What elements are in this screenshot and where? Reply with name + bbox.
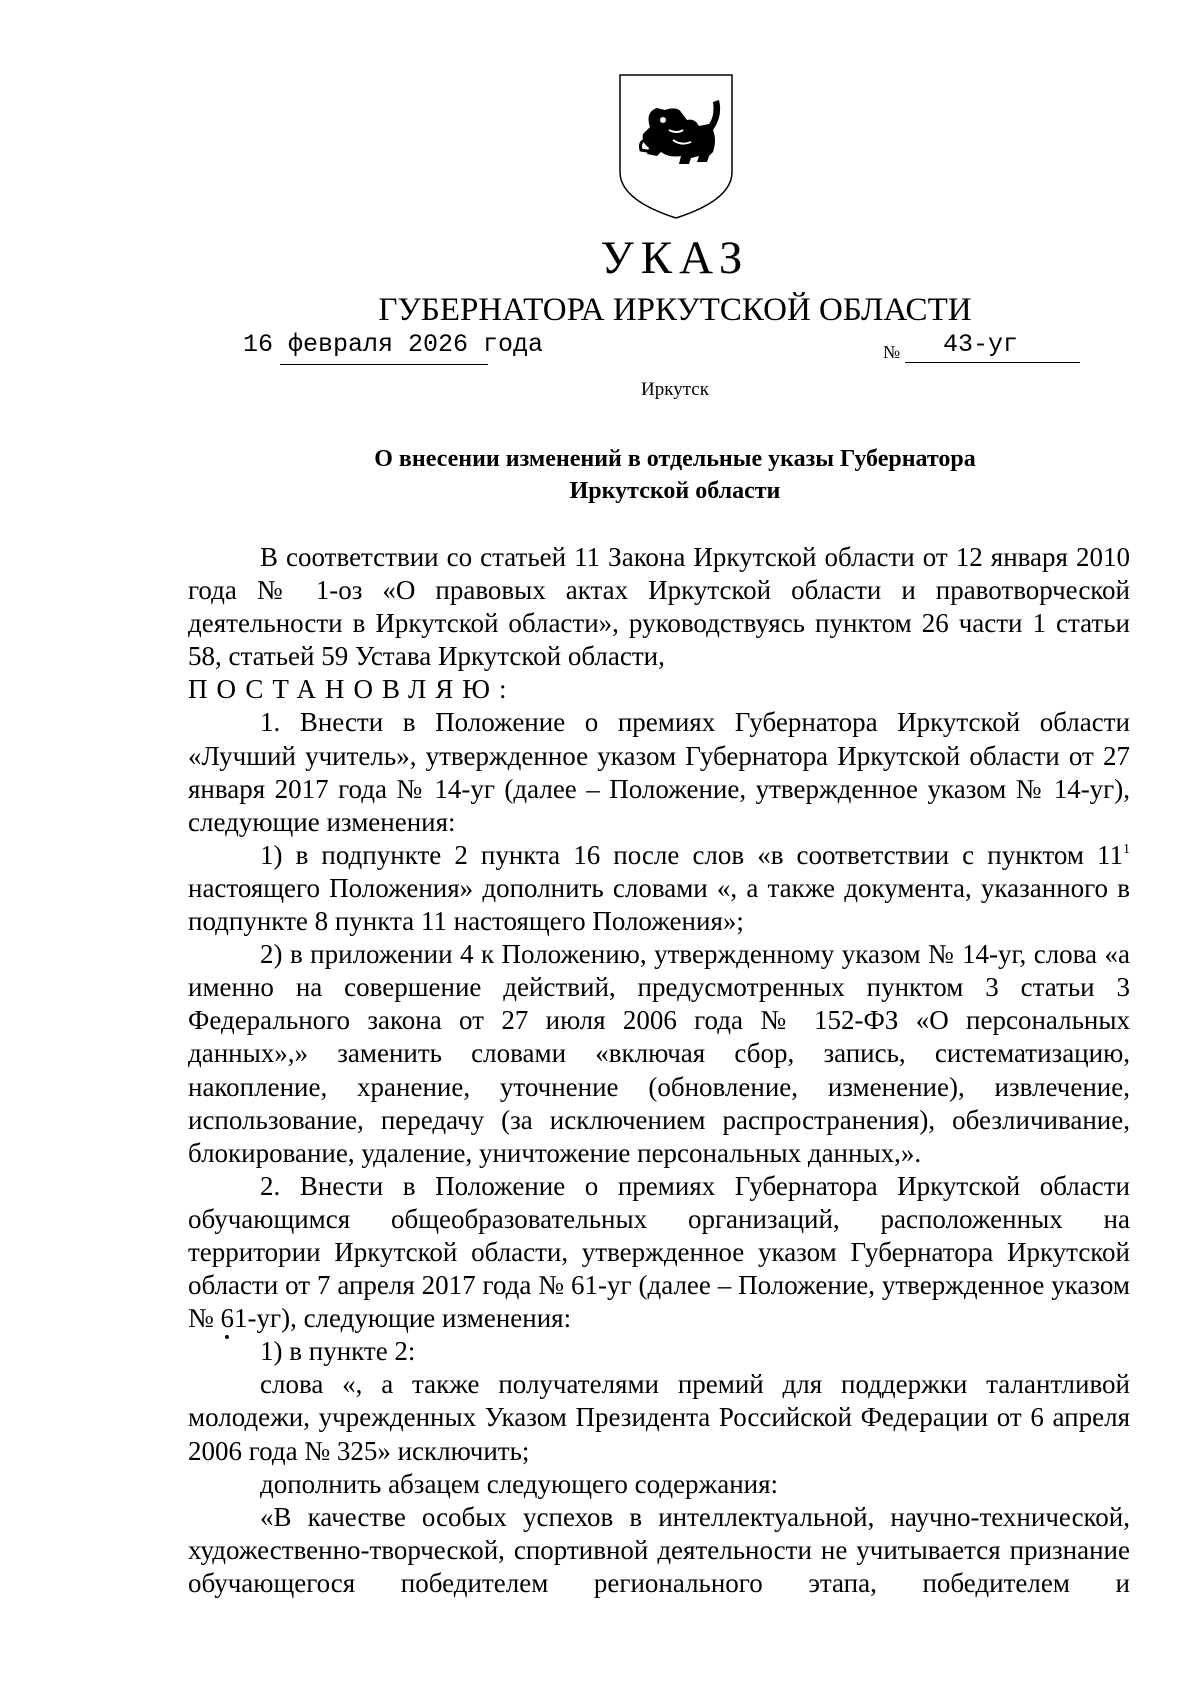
date-underline [280,364,488,365]
paragraph-item-1-1-part-b: настоящего Положения» дополнить словами «, а также документа, указанного в подпункте 8 пункта 11 настоящего Положения»; [188,872,1130,937]
paragraph-decree: ПОСТАНОВЛЯЮ: [188,674,516,705]
paragraph-item-2-1: 1) в пункте 2: [260,1336,416,1367]
number-underline [905,362,1080,363]
paragraph-item-1-1-part-a: 1) в подпункте 2 пункта 16 после слов «в соответствии с пунктом 11 [260,839,1123,870]
paragraph-item-1-1 [188,839,1130,938]
paragraph-item-2-1-c: «В качестве особых успехов в интеллектуальной, научно-технической, художественно-творческой, спортивной деятельности не учитывается признание обучающегося победителем регионального этапа, победителем и [188,1501,1130,1598]
paragraph-item-2-1-a: слова «, а также получателями премий для поддержки талантливой молодежи, учрежденных Указом Президента Российской Федерации от 6 апреля 2006 года № 325» исключить; [188,1369,1130,1466]
superscript: 1 [1123,841,1130,857]
heading-line-2: Иркутской области [569,478,781,504]
document-heading [0,443,1200,507]
document-city: Иркутск [641,379,709,400]
heading-line-1: О внесении изменений в отдельные указы Губернатора [374,446,976,472]
document-body [188,541,1130,1600]
document-title: УКАЗ [600,232,750,284]
paragraph-item-1-2: 2) в приложении 4 к Положению, утвержденному указом № 14-уг, слова «а именно на совершение действий, предусмотренных пунктом 3 статьи 3 Федерального закона от 27 июля 2006 года № 152-ФЗ «О персональных данных»,» заменить словами «включая сбор, запись, систематизацию, накопление, хранение, уточнение (обновление, изменение), извлечение, использование, передачу (за исключением распространения), обезличивание, блокирование, удаление, уничтожение персональных данных,». [188,939,1130,1168]
paragraph-preamble: В соответствии со статьей 11 Закона Иркутской области от 12 января 2010 года № 1-оз «О правовых актах Иркутской области и правотворческой деятельности в Иркутской области», руководствуясь пунктом 26 части 1 статьи 58, статьей 59 Устава Иркутской области, [188,542,1130,672]
paragraph-item-1: 1. Внести в Положение о премиях Губернатора Иркутской области «Лучший учитель», утвержденное указом Губернатора Иркутской области от 27 января 2017 года № 14-уг (далее – Положение, утвержденное указом № 14-уг), следующие изменения: [188,707,1130,837]
paragraph-item-2: 2. Внести в Положение о премиях Губернатора Иркутской области обучающимся общеобразовательных организаций, расположенных на территории Иркутской области, утвержденное указом Губернатора Иркутской области от 7 апреля 2017 года № 61-уг (далее – Положение, утвержденное указом № 61-уг), следующие изменения: [188,1170,1130,1334]
document-date: 16 февраля 2026 года [243,330,544,359]
scan-mark [225,1335,229,1339]
document-number: 43-уг [943,330,1019,359]
coat-of-arms-emblem [617,72,735,222]
number-label: № [883,342,901,362]
paragraph-item-2-1-b: дополнить абзацем следующего содержания: [260,1468,779,1499]
document-issuer: ГУБЕРНАТОРА ИРКУТСКОЙ ОБЛАСТИ [378,292,972,328]
